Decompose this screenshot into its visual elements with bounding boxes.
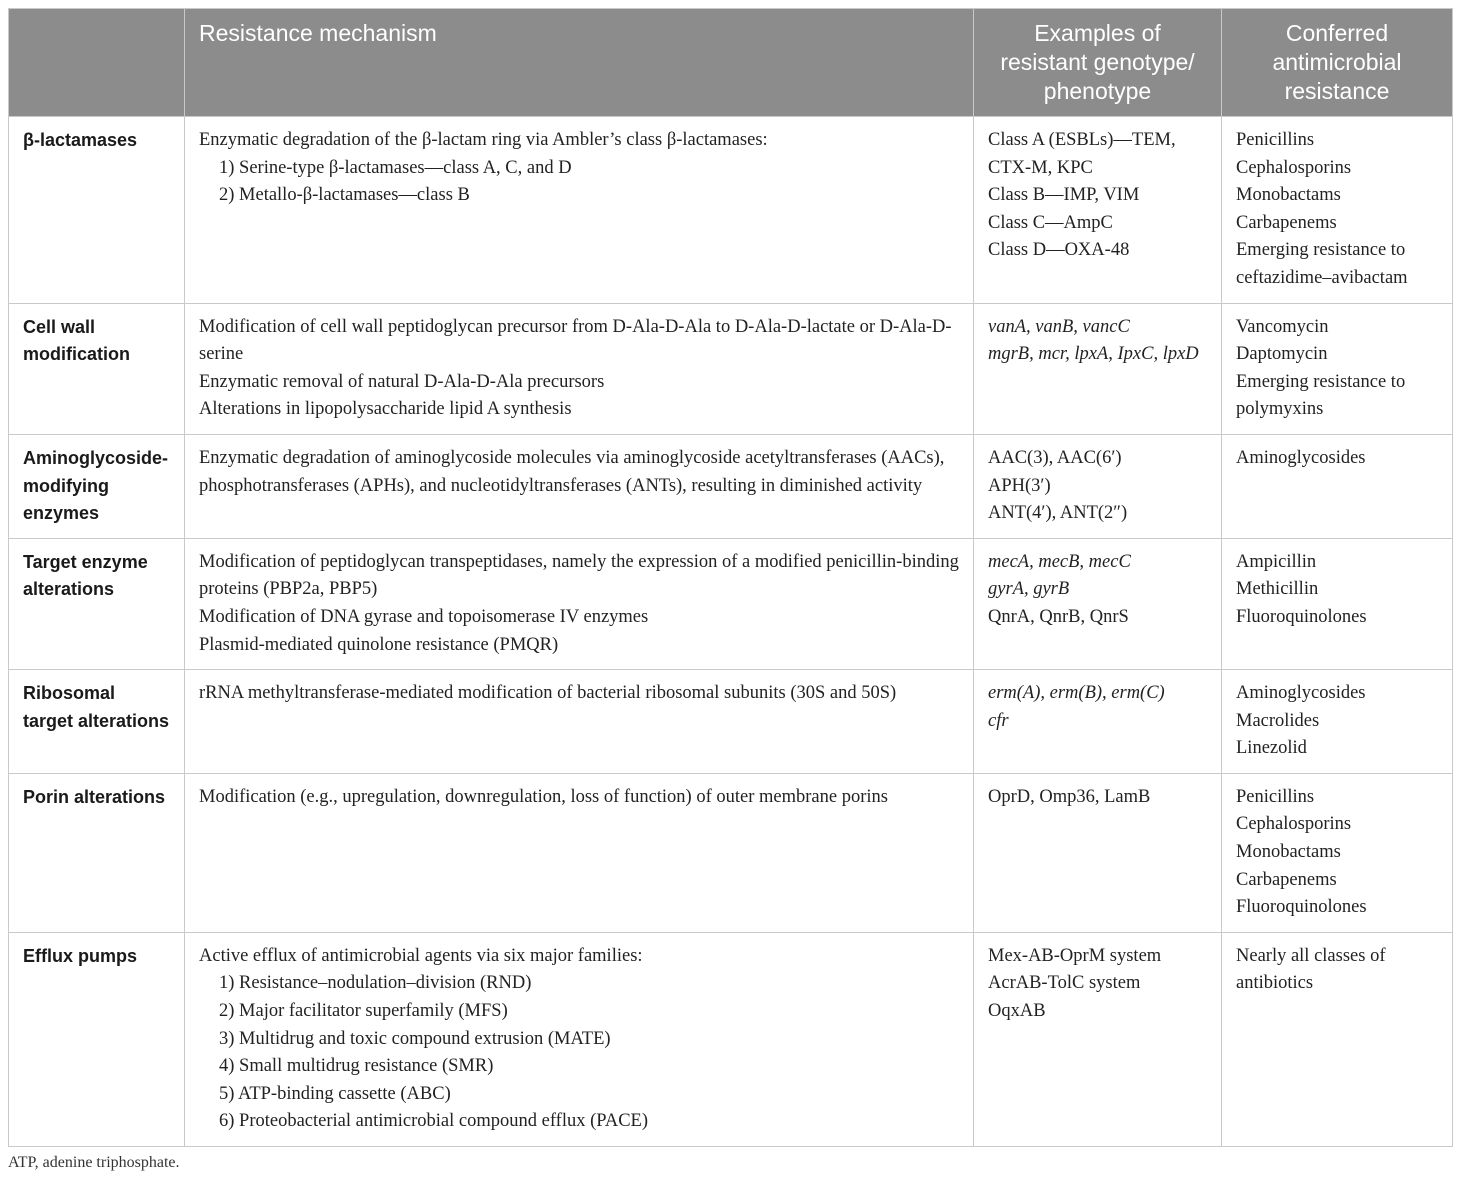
mechanism-list-item: 2) Metallo-β-lactamases—class B <box>219 185 470 206</box>
mechanism-list-item: 3) Multidrug and toxic compound extrusion (MATE) <box>219 1028 611 1049</box>
table-row <box>9 932 1453 1146</box>
row-examples <box>974 117 1222 304</box>
example-line: Class A (ESBLs)—TEM, CTX-M, KPC <box>988 130 1176 178</box>
example-line: OprD, Omp36, LamB <box>988 786 1151 807</box>
example-line: QnrA, QnrB, QnrS <box>988 606 1129 627</box>
resistance-line: Fluoroquinolones <box>1236 897 1367 918</box>
table-row <box>9 773 1453 932</box>
mechanism-line: Enzymatic degradation of the β-lactam ring via Ambler’s class β-lactamases: <box>199 130 768 150</box>
resistance-line: Monobactams <box>1236 842 1341 863</box>
resistance-line: Carbapenems <box>1236 212 1337 233</box>
row-mechanism <box>185 117 974 304</box>
row-category: Aminoglycoside-modifying enzymes <box>9 434 185 538</box>
mechanism-line: Enzymatic degradation of aminoglycoside molecules via aminoglycoside acetyltransferases (AACs), phosphotransferases (APHs), and nucleotidyltransferases (ANTs), resulting in diminished activity <box>199 447 945 496</box>
mechanism-line: Modification of peptidoglycan transpeptidases, namely the expression of a modified penicillin-binding proteins (PBP2a, PBP5) <box>199 551 959 600</box>
footnote: ATP, adenine triphosphate. <box>8 1154 180 1171</box>
example-line: erm(A), erm(B), erm(C) <box>988 683 1165 704</box>
example-line: mgrB, mcr, lpxA, IpxC, lpxD <box>988 344 1199 365</box>
row-examples <box>974 538 1222 669</box>
table-row <box>9 670 1453 774</box>
resistance-line: Fluoroquinolones <box>1236 606 1367 627</box>
resistance-line: Nearly all classes of antibiotics <box>1236 945 1386 994</box>
row-mechanism <box>185 670 974 774</box>
resistance-line: Linezolid <box>1236 738 1307 759</box>
table-row <box>9 117 1453 304</box>
row-resistance <box>1222 670 1453 774</box>
row-examples <box>974 773 1222 932</box>
example-line: vanA, vanB, vancC <box>988 316 1130 337</box>
resistance-line: Cephalosporins <box>1236 814 1352 835</box>
row-resistance <box>1222 538 1453 669</box>
row-mechanism <box>185 434 974 538</box>
row-resistance <box>1222 773 1453 932</box>
resistance-line: Emerging resistance to ceftazidime–avibactam <box>1236 240 1408 288</box>
resistance-line: Aminoglycosides <box>1236 447 1366 468</box>
example-line: AAC(3), AAC(6′) <box>988 447 1122 468</box>
example-line: cfr <box>988 710 1009 731</box>
header-mechanism: Resistance mechanism <box>185 9 974 117</box>
row-examples <box>974 670 1222 774</box>
header-resistance: Conferred antimicrobial resistance <box>1222 9 1453 117</box>
row-category: Ribosomal target alterations <box>9 670 185 774</box>
mechanism-list-item: 5) ATP-binding cassette (ABC) <box>219 1083 451 1104</box>
row-category: Cell wall modification <box>9 303 185 434</box>
example-line: Class C—AmpC <box>988 212 1113 233</box>
mechanism-line: Alterations in lipopolysaccharide lipid A synthesis <box>199 399 572 420</box>
example-line: OqxAB <box>988 1001 1046 1022</box>
mechanism-list-item: 6) Proteobacterial antimicrobial compound efflux (PACE) <box>219 1111 648 1132</box>
row-resistance <box>1222 303 1453 434</box>
row-resistance <box>1222 434 1453 538</box>
row-mechanism <box>185 303 974 434</box>
mechanism-line: rRNA methyltransferase-mediated modification of bacterial ribosomal subunits (30S and 50S) <box>199 683 897 704</box>
resistance-line: Vancomycin <box>1236 316 1329 337</box>
mechanism-line: Enzymatic removal of natural D-Ala-D-Ala precursors <box>199 371 605 392</box>
row-mechanism <box>185 538 974 669</box>
row-category: β-lactamases <box>9 117 185 304</box>
row-examples <box>974 932 1222 1146</box>
example-line: Mex-AB-OprM system <box>988 945 1162 966</box>
mechanism-list-item: 1) Resistance–nodulation–division (RND) <box>219 973 532 994</box>
example-line: ANT(4′), ANT(2″) <box>988 503 1128 524</box>
row-resistance <box>1222 117 1453 304</box>
table-row <box>9 434 1453 538</box>
table-container <box>8 8 1452 1147</box>
resistance-line: Daptomycin <box>1236 344 1328 365</box>
row-category: Porin alterations <box>9 773 185 932</box>
header-row <box>9 9 1453 117</box>
mechanism-list-item: 4) Small multidrug resistance (SMR) <box>219 1056 494 1077</box>
table-body <box>9 117 1453 1147</box>
resistance-line: Emerging resistance to polymyxins <box>1236 371 1406 420</box>
mechanism-list-item: 1) Serine-type β-lactamases—class A, C, and D <box>219 157 572 178</box>
resistance-line: Monobactams <box>1236 185 1341 206</box>
resistance-line: Aminoglycosides <box>1236 683 1366 704</box>
example-line: gyrA, gyrB <box>988 579 1070 600</box>
resistance-line: Cephalosporins <box>1236 157 1352 178</box>
resistance-line: Macrolides <box>1236 710 1320 731</box>
mechanism-list-item: 2) Major facilitator superfamily (MFS) <box>219 1001 508 1022</box>
mechanism-line: Plasmid-mediated quinolone resistance (PMQR) <box>199 634 559 655</box>
table-row <box>9 303 1453 434</box>
row-examples <box>974 434 1222 538</box>
resistance-line: Ampicillin <box>1236 551 1317 572</box>
row-examples <box>974 303 1222 434</box>
example-line: Class B—IMP, VIM <box>988 185 1140 206</box>
example-line: mecA, mecB, mecC <box>988 551 1131 572</box>
mechanism-line: Modification (e.g., upregulation, downregulation, loss of function) of outer membrane porins <box>199 786 888 807</box>
table-row <box>9 538 1453 669</box>
mechanism-line: Modification of cell wall peptidoglycan precursor from D-Ala-D-Ala to D-Ala-D-lactate or D-Ala-D-serine <box>199 316 952 365</box>
row-mechanism <box>185 932 974 1146</box>
mechanism-line: Active efflux of antimicrobial agents via six major families: <box>199 945 643 966</box>
row-category: Target enzyme alterations <box>9 538 185 669</box>
row-mechanism <box>185 773 974 932</box>
header-category <box>9 9 185 117</box>
resistance-table <box>8 8 1453 1147</box>
resistance-line: Methicillin <box>1236 579 1319 600</box>
mechanism-line: Modification of DNA gyrase and topoisomerase IV enzymes <box>199 606 649 627</box>
resistance-line: Carbapenems <box>1236 869 1337 890</box>
row-category: Efflux pumps <box>9 932 185 1146</box>
example-line: AcrAB-TolC system <box>988 973 1141 994</box>
resistance-line: Penicillins <box>1236 786 1315 807</box>
example-line: APH(3′) <box>988 475 1051 496</box>
header-examples: Examples of resistant genotype/ phenotype <box>974 9 1222 117</box>
row-resistance <box>1222 932 1453 1146</box>
resistance-line: Penicillins <box>1236 130 1315 150</box>
example-line: Class D—OXA-48 <box>988 240 1130 261</box>
